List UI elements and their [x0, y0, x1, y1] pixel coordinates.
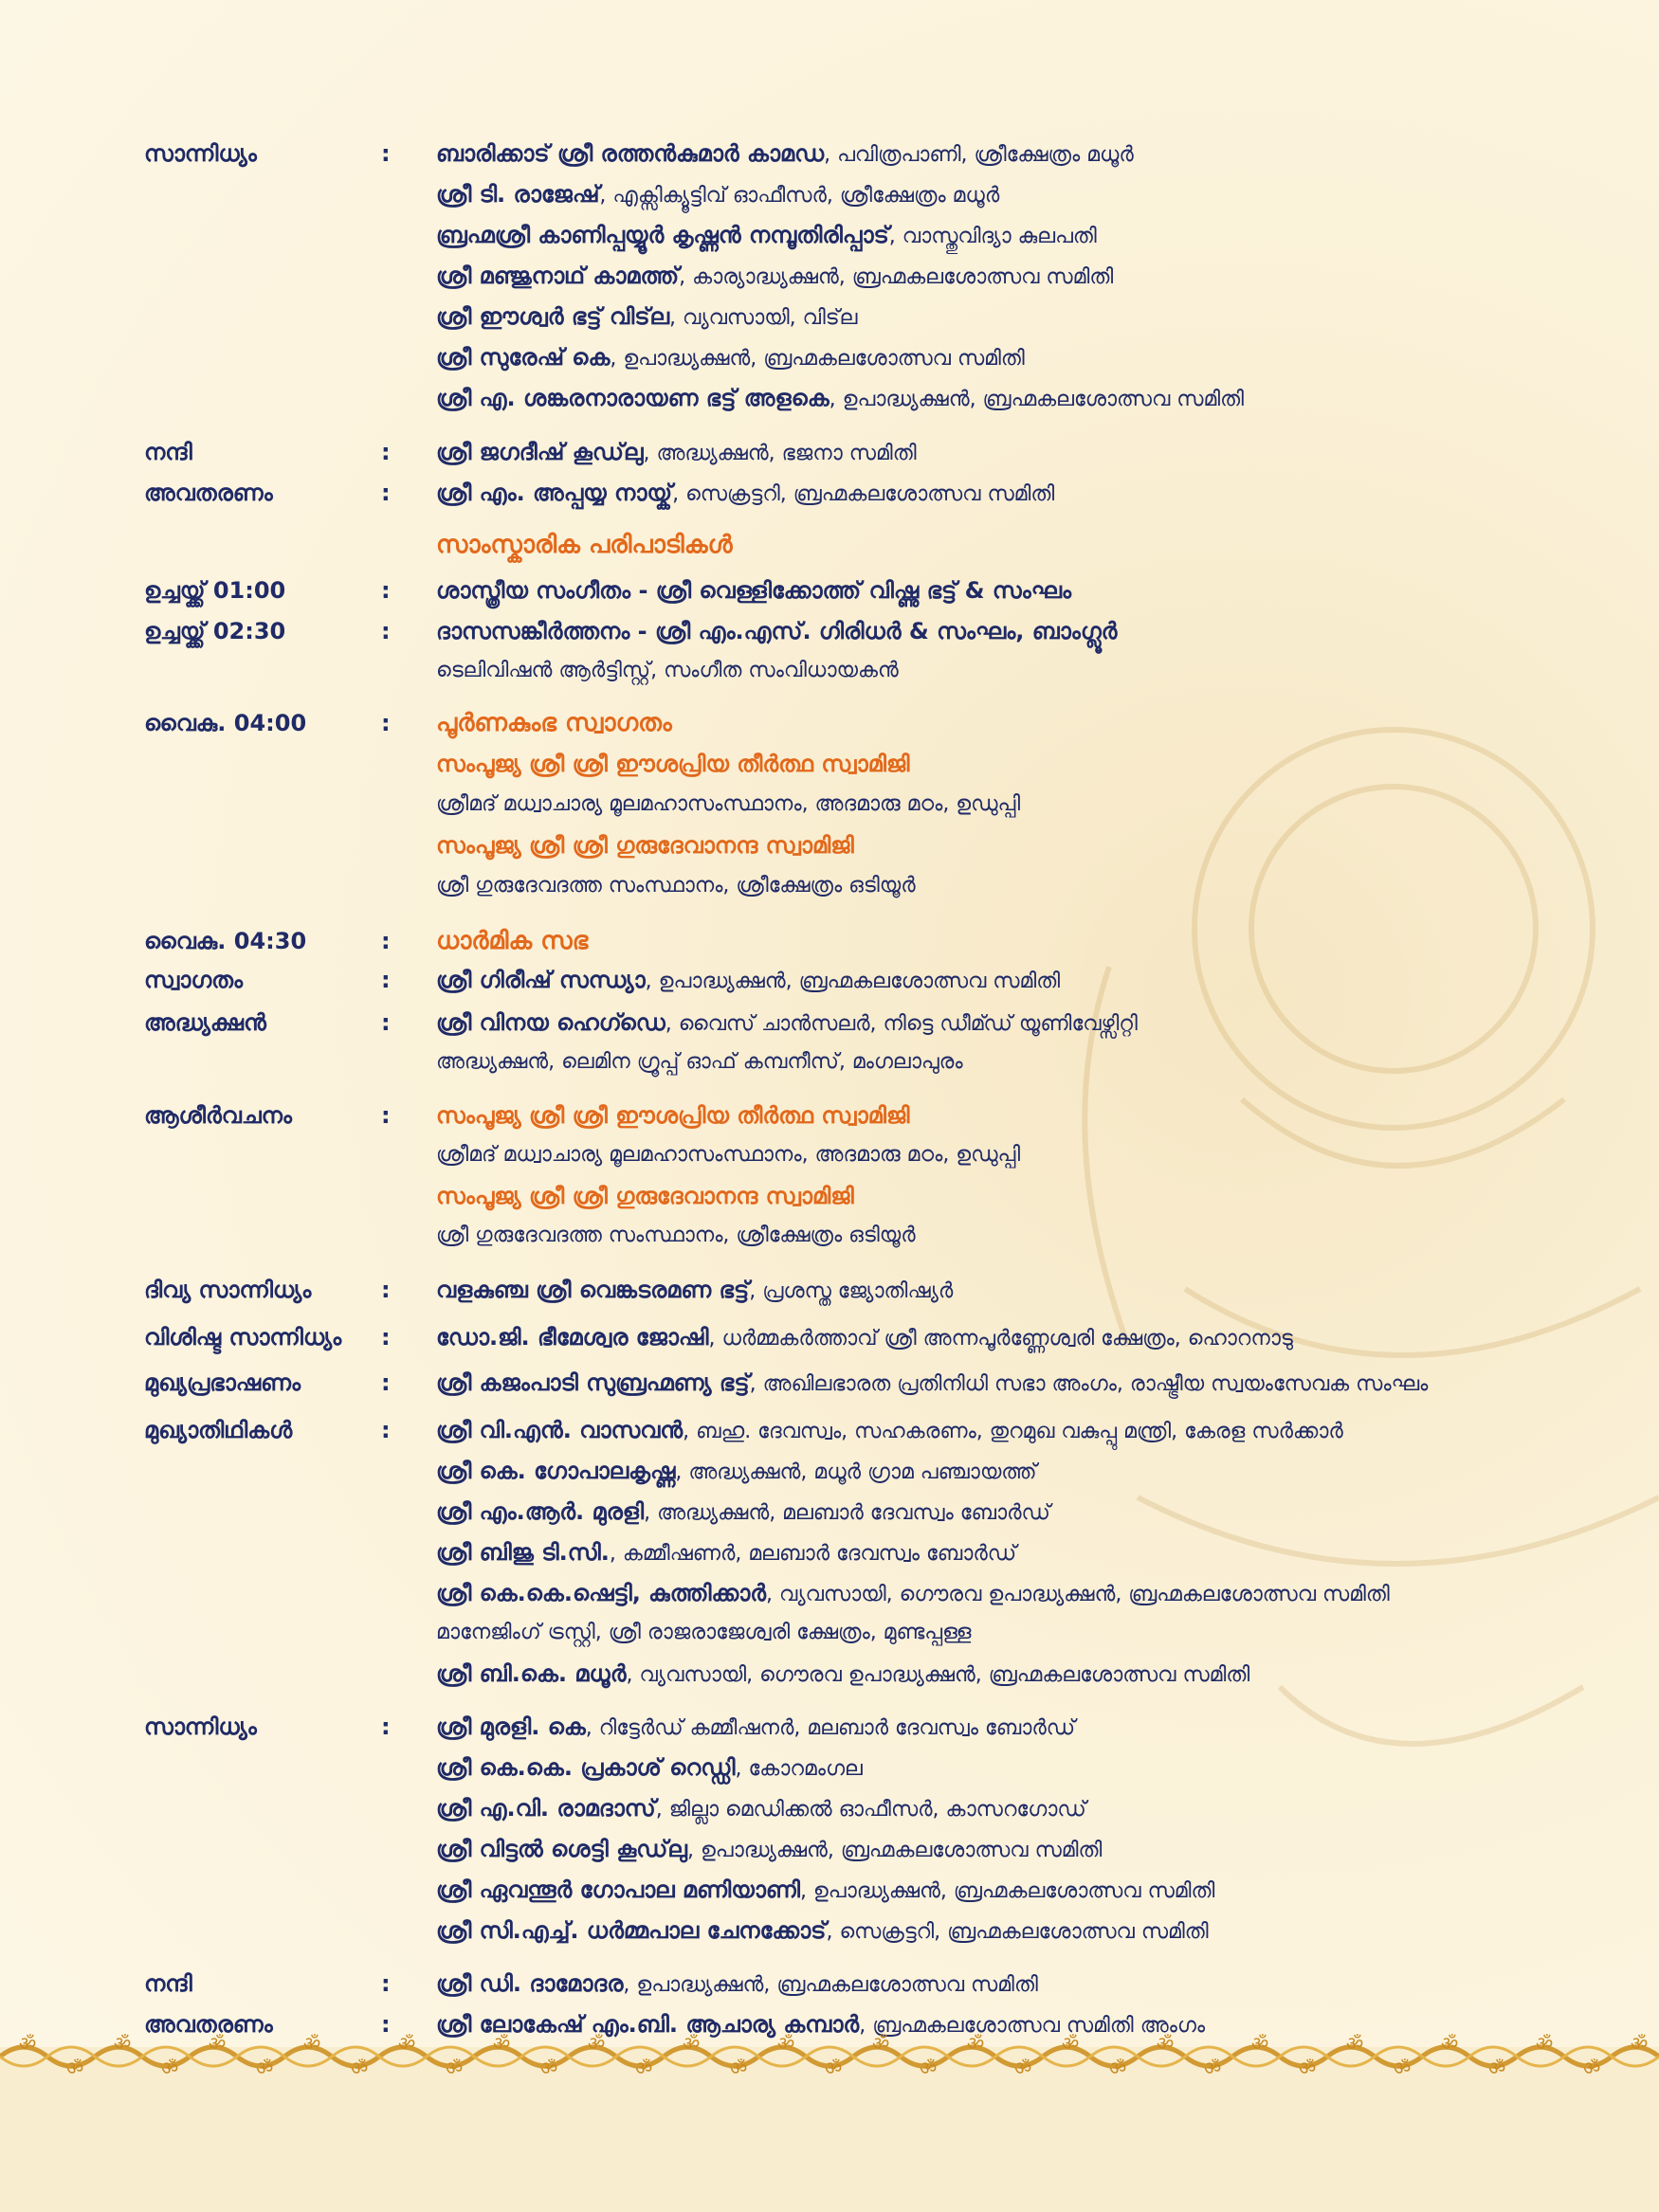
person-name: ശ്രീ സുരേഷ് കെ	[436, 344, 611, 371]
om-symbol: ॐ	[446, 2057, 464, 2079]
schedule-row	[0, 524, 1659, 566]
row-colon: :	[381, 1970, 391, 1997]
schedule-row	[0, 743, 1659, 785]
person-entry	[436, 1450, 1037, 1494]
row-label: ഉച്ചയ്ക്ക് 02:30	[144, 618, 286, 644]
swamiji-name: സംപൂജ്യ ശ്രീ ശ്രീ ഗുരുദേവാനന്ദ സ്വാമിജി	[436, 1183, 854, 1209]
row-colon: :	[381, 140, 391, 167]
om-symbol: ॐ	[398, 2033, 416, 2055]
schedule-row	[0, 1491, 1659, 1532]
om-symbol: ॐ	[1014, 2057, 1032, 2079]
person-name: ശാസ്ത്രീയ സംഗീതം - ശ്രീ വെള്ളിക്കോത്ത് വിഷ്ണു ഭട്ട് & സംഘം	[436, 577, 1072, 604]
person-entry	[436, 1532, 1016, 1575]
om-symbol: ॐ	[1346, 2033, 1364, 2055]
row-colon: :	[381, 2011, 391, 2038]
person-name: ശ്രീ ലോകേഷ് എം.ബി. ആചാര്യ കമ്പാർ	[436, 2011, 860, 2038]
swamiji-name: സംപൂജ്യ ശ്രീ ശ്രീ ഗുരുദേവാനന്ദ സ്വാമിജി	[436, 832, 854, 859]
schedule-row	[0, 1002, 1659, 1043]
person-designation: , വൈസ് ചാൻസലർ, നിട്ടെ ഡീമ്ഡ് യൂണിവേഴ്സിറ്റി	[665, 1012, 1138, 1036]
person-name: വളകുഞ്ച ശ്രീ വെങ്കടരമണ ഭട്ട്	[436, 1277, 750, 1303]
row-label: സാന്നിധ്യം	[144, 140, 257, 167]
person-designation: , വാസ്തുവിദ്യാ കുലപതി	[888, 225, 1097, 248]
row-label: നന്ദി	[144, 439, 192, 465]
schedule-row	[0, 1215, 1659, 1257]
swamiji-name: സംപൂജ്യ ശ്രീ ശ്രീ ഈശപ്രിയ തീർത്ഥ സ്വാമിജി	[436, 751, 910, 777]
om-symbol: ॐ	[825, 2057, 843, 2079]
designation-line: ശ്രീ ഗുരുദേവദത്ത സംസ്ഥാനം, ശ്രീക്ഷേത്രം ഒടിയൂർ	[436, 1224, 916, 1247]
person-entry	[436, 1787, 1086, 1831]
person-designation: , പവിത്രപാണി, ശ്രീക്ഷേത്രം മധൂർ	[824, 143, 1134, 167]
om-symbol: ॐ	[66, 2057, 84, 2079]
om-symbol: ॐ	[1441, 2033, 1459, 2055]
om-symbol: ॐ	[777, 2033, 795, 2055]
person-designation: , വ്യവസായി, വിട്‌ല	[669, 306, 858, 330]
om-symbol: ॐ	[920, 2057, 938, 2079]
person-designation: , ഉപാദ്ധ്യക്ഷൻ, ബ്രഹ്മകലശോത്സവ സമിതി	[645, 970, 1061, 993]
person-entry	[436, 1653, 1249, 1696]
designation-line: മാനേജിംഗ് ട്രസ്റ്റി, ശ്രീ രാജരാജേശ്വരി ക്ഷേത്രം, മുണ്ടപ്പള്ള	[436, 1621, 972, 1644]
row-colon: :	[381, 1277, 391, 1303]
person-designation: , സെക്രട്ടറി, ബ്രഹ്മകലശോത്സവ സമിതി	[826, 1920, 1209, 1944]
schedule-row	[0, 1450, 1659, 1492]
person-entry	[436, 336, 1025, 380]
person-entry	[436, 1869, 1214, 1913]
row-label: അവതരണം	[144, 480, 273, 506]
person-name: ശ്രീ എം. അപ്പയ്യ നായ്ക്	[436, 480, 673, 506]
person-entry	[436, 1910, 1209, 1953]
schedule-row	[0, 472, 1659, 514]
designation-line: ടെലിവിഷൻ ആർട്ടിസ്റ്റ്, സംഗീത സംവിധായകൻ	[436, 659, 899, 682]
person-entry	[436, 570, 1071, 613]
row-label: മുഖ്യപ്രഭാഷണം	[144, 1369, 301, 1396]
om-symbol: ॐ	[683, 2033, 701, 2055]
schedule-row	[0, 825, 1659, 866]
person-entry	[436, 1706, 1075, 1750]
row-label: സാന്നിധ്യം	[144, 1713, 257, 1740]
row-colon: :	[381, 1102, 391, 1129]
om-symbol: ॐ	[967, 2033, 985, 2055]
person-name: ശ്രീ ടി. രാജേഷ്	[436, 181, 600, 208]
person-designation: , ഉപാദ്ധ്യക്ഷൻ, ബ്രഹ്മകലശോത്സവ സമിതി	[686, 1839, 1103, 1862]
person-entry	[436, 959, 1060, 1003]
person-name: ശ്രീ എം.ആർ. മുരളി	[436, 1498, 645, 1525]
person-designation: , അദ്ധ്യക്ഷൻ, മധൂർ ഗ്രാമ പഞ്ചായത്ത്	[675, 1460, 1037, 1484]
om-symbol: ॐ	[351, 2057, 369, 2079]
schedule-row	[0, 377, 1659, 419]
om-symbol: ॐ	[209, 2033, 227, 2055]
person-designation: , ഉപാദ്ധ്യക്ഷൻ, ബ്രഹ്മകലശോത്സവ സമിതി	[623, 1973, 1038, 1997]
schedule-row	[0, 1963, 1659, 2004]
row-colon: :	[381, 1324, 391, 1351]
person-entry	[436, 1491, 1050, 1534]
person-entry	[436, 1963, 1038, 2006]
person-name: ശ്രീ എ.വി. രാമദാസ്	[436, 1795, 656, 1822]
person-name: ശ്രീ ഏവന്തൂർ ഗോപാല മണിയാണി	[436, 1877, 800, 1903]
row-label: ആശീർവചനം	[144, 1102, 292, 1129]
schedule-row	[0, 1316, 1659, 1358]
person-designation: , അഖിലഭാരത പ്രതിനിധി സഭാ അംഗം, രാഷ്ട്രീയ സ്വയംസേവക സംഘം	[749, 1372, 1429, 1396]
person-designation: , അദ്ധ്യക്ഷൻ, മലബാർ ദേവസ്വം ബോർഡ്	[644, 1501, 1050, 1525]
schedule-row	[0, 610, 1659, 652]
schedule-row	[0, 1175, 1659, 1217]
schedule-row	[0, 865, 1659, 907]
om-decorative-border	[0, 2033, 1659, 2080]
schedule-row	[0, 1910, 1659, 1951]
schedule-row	[0, 173, 1659, 215]
person-entry	[436, 1362, 1428, 1405]
om-symbol: ॐ	[19, 2033, 37, 2055]
person-designation: , പ്രശസ്ത ജ്യോതിഷ്യർ	[749, 1279, 954, 1303]
person-entry	[436, 1828, 1102, 1872]
row-colon: :	[381, 618, 391, 644]
om-symbol: ॐ	[493, 2033, 511, 2055]
schedule-row	[0, 1612, 1659, 1654]
row-colon: :	[381, 577, 391, 604]
person-name: ബ്രഹ്മശ്രീ കാണിപ്പയ്യൂർ കൃഷ്ണൻ നമ്പൂതിരിപ്പാട്	[436, 222, 889, 248]
om-symbol: ॐ	[1157, 2033, 1175, 2055]
om-symbol: ॐ	[540, 2057, 558, 2079]
schedule-row	[0, 255, 1659, 297]
schedule-row	[0, 1362, 1659, 1404]
om-symbol: ॐ	[161, 2057, 179, 2079]
person-entry	[436, 173, 999, 217]
om-symbol: ॐ	[1204, 2057, 1222, 2079]
person-entry	[436, 255, 1113, 299]
schedule-row	[0, 1828, 1659, 1870]
designation-line: ശ്രീമദ് മധ്വാചാര്യ മൂലമഹാസംസ്ഥാനം, അദമാരു മഠം, ഉഡുപ്പി	[436, 1143, 1021, 1167]
row-label: നന്ദി	[144, 1970, 192, 1997]
person-entry	[436, 1002, 1138, 1045]
swamiji-name: സംപൂജ്യ ശ്രീ ശ്രീ ഈശപ്രിയ തീർത്ഥ സ്വാമിജി	[436, 1102, 910, 1129]
row-label: ഉച്ചയ്ക്ക് 01:00	[144, 577, 286, 604]
row-label: ദിവ്യ സാന്നിധ്യം	[144, 1277, 312, 1303]
om-symbol: ॐ	[256, 2057, 274, 2079]
om-symbol: ॐ	[1488, 2057, 1506, 2079]
person-entry	[436, 296, 857, 339]
schedule-row	[0, 214, 1659, 256]
person-designation: , വ്യവസായി, ഗൌരവ ഉപാദ്ധ്യക്ഷൻ, ബ്രഹ്മകലശോത്സവ സമിതി	[626, 1663, 1250, 1687]
om-symbol: ॐ	[1536, 2033, 1554, 2055]
schedule-row	[0, 920, 1659, 962]
section-heading: പൂർണകുംഭ സ്വാഗതം	[436, 709, 672, 737]
person-name: ശ്രീ ഡി. ദാമോദര	[436, 1970, 624, 1997]
row-label: വൈകു. 04:00	[144, 710, 307, 736]
row-colon: :	[381, 1417, 391, 1443]
person-designation: , സെക്രട്ടറി, ബ്രഹ്മകലശോത്സവ സമിതി	[672, 482, 1055, 506]
om-symbol: ॐ	[1583, 2057, 1601, 2079]
person-designation: , ജില്ലാ മെഡിക്കൽ ഓഫീസർ, കാസറഗോഡ്	[655, 1798, 1086, 1822]
person-name: ശ്രീ വി.എൻ. വാസവൻ	[436, 1417, 684, 1443]
om-symbol: ॐ	[1299, 2057, 1317, 2079]
person-designation: , വ്യവസായി, ഗൌരവ ഉപാദ്ധ്യക്ഷൻ, ബ്രഹ്മകലശോത്സവ സമിതി	[766, 1583, 1390, 1606]
person-entry	[436, 377, 1244, 421]
row-label: വിശിഷ്ട സാന്നിധ്യം	[144, 1324, 342, 1351]
person-entry	[436, 610, 1117, 654]
person-entry	[436, 472, 1054, 516]
schedule-row	[0, 1747, 1659, 1788]
person-name: ശ്രീ എ. ശങ്കരനാരായണ ഭട്ട് അളകെ	[436, 385, 830, 411]
person-entry	[436, 1269, 953, 1313]
row-colon: :	[381, 967, 391, 993]
person-designation: , ഉപാദ്ധ്യക്ഷൻ, ബ്രഹ്മകലശോത്സവ സമിതി	[610, 347, 1025, 371]
om-symbol: ॐ	[730, 2057, 748, 2079]
person-name: ശ്രീ കെ. ഗോപാലകൃഷ്ണ	[436, 1458, 676, 1484]
person-name: ശ്രീ വിട്ടൽ ശെട്ടി കൂഡ്‌ലു	[436, 1836, 687, 1862]
om-symbol: ॐ	[1631, 2033, 1649, 2055]
om-symbol: ॐ	[1062, 2033, 1080, 2055]
schedule-row	[0, 702, 1659, 744]
person-name: ശ്രീ കെ.കെ.ഷെട്ടി, കുത്തിക്കാർ	[436, 1580, 767, 1606]
person-name: ശ്രീ ബിജു ടി.സി.	[436, 1539, 610, 1566]
person-name: ബാരിക്കാട് ശ്രീ രത്തൻകുമാർ കാമഡ	[436, 140, 825, 167]
schedule-row	[0, 959, 1659, 1001]
schedule-row	[0, 431, 1659, 473]
designation-line: അദ്ധ്യക്ഷൻ, ലെമിന ഗ്രൂപ്പ് ഓഫ് കമ്പനീസ്, മംഗലാപുരം	[436, 1050, 963, 1074]
person-name: ശ്രീ സി.എച്ച്. ധർമ്മപാല ചേനക്കോട്	[436, 1917, 827, 1944]
person-entry	[436, 1747, 863, 1790]
row-label: മുഖ്യാതിഥികൾ	[144, 1417, 293, 1443]
person-name: ശ്രീ ഗിരീഷ് സന്ധ്യാ	[436, 967, 646, 993]
schedule-row	[0, 1653, 1659, 1695]
schedule-row	[0, 1269, 1659, 1311]
schedule-row	[0, 1409, 1659, 1451]
person-name: ശ്രീ കജംപാടി സുബ്രഹ്മണ്യ ഭട്ട്	[436, 1369, 750, 1396]
person-designation: , ബഹു. ദേവസ്വം, സഹകരണം, തുറമുഖ വകുപ്പു മന്ത്രി, കേരള സർക്കാർ	[683, 1420, 1343, 1443]
person-name: ശ്രീ മഞ്ജുനാഥ് കാമത്ത്	[436, 263, 680, 289]
row-colon: :	[381, 1369, 391, 1396]
om-symbol: ॐ	[1251, 2033, 1269, 2055]
om-symbol: ॐ	[872, 2033, 890, 2055]
schedule-row	[0, 1042, 1659, 1083]
schedule-row	[0, 336, 1659, 378]
person-name: ഡോ.ജി. ഭീമേശ്വര ജോഷി	[436, 1324, 709, 1351]
schedule-row	[0, 570, 1659, 611]
person-designation: , ഉപാദ്ധ്യക്ഷൻ, ബ്രഹ്മകലശോത്സവ സമിതി	[829, 388, 1245, 411]
person-designation: , ഉപാദ്ധ്യക്ഷൻ, ബ്രഹ്മകലശോത്സവ സമിതി	[799, 1879, 1215, 1903]
person-entry	[436, 1409, 1343, 1453]
section-heading: സാംസ്കാരിക പരിപാടികൾ	[436, 531, 733, 559]
person-name: ശ്രീ വിനയ ഹെഗ്ഡെ	[436, 1009, 665, 1036]
schedule-row	[0, 1869, 1659, 1911]
om-symbol: ॐ	[1394, 2057, 1412, 2079]
designation-line: ശ്രീമദ് മധ്വാചാര്യ മൂലമഹാസംസ്ഥാനം, അദമാരു മഠം, ഉഡുപ്പി	[436, 792, 1021, 816]
om-symbol: ॐ	[588, 2033, 606, 2055]
person-designation: , കാര്യാദ്ധ്യക്ഷൻ, ബ്രഹ്മകലശോത്സവ സമിതി	[679, 265, 1114, 289]
person-name: ശ്രീ കെ.കെ. പ്രകാശ് റെഡ്ഡി	[436, 1754, 736, 1781]
person-designation: , അദ്ധ്യക്ഷൻ, ഭജനാ സമിതി	[643, 442, 917, 465]
om-symbol: ॐ	[114, 2033, 132, 2055]
row-colon: :	[381, 710, 391, 736]
row-colon: :	[381, 480, 391, 506]
schedule-row	[0, 1787, 1659, 1829]
person-name: ശ്രീ മുരളി. കെ	[436, 1713, 586, 1740]
section-heading: ധാർമിക സഭ	[436, 927, 589, 955]
schedule-row	[0, 133, 1659, 174]
person-designation: , ബ്രഹ്മകലശോത്സവ സമിതി അംഗം	[859, 2014, 1206, 2038]
designation-line: ശ്രീ ഗുരുദേവദത്ത സംസ്ഥാനം, ശ്രീക്ഷേത്രം ഒടിയൂർ	[436, 874, 916, 897]
person-name: ശ്രീ ബി.കെ. മധൂർ	[436, 1660, 627, 1687]
person-designation: , റിട്ടേർഡ് കമ്മീഷനർ, മലബാർ ദേവസ്വം ബോർഡ്	[585, 1716, 1076, 1740]
row-label: സ്വാഗതം	[144, 967, 244, 993]
schedule-row	[0, 1572, 1659, 1614]
schedule-row	[0, 1095, 1659, 1136]
person-entry	[436, 431, 917, 475]
row-colon: :	[381, 1009, 391, 1036]
om-symbol: ॐ	[635, 2057, 653, 2079]
person-designation: , കമ്മീഷണർ, മലബാർ ദേവസ്വം ബോർഡ്	[609, 1542, 1017, 1566]
person-designation: , കോറമംഗല	[735, 1757, 863, 1781]
row-colon: :	[381, 1713, 391, 1740]
row-label: അദ്ധ്യക്ഷൻ	[144, 1009, 266, 1036]
row-colon: :	[381, 928, 391, 954]
om-symbol: ॐ	[303, 2033, 321, 2055]
person-designation: , ധർമ്മകർത്താവ് ശ്രീ അന്നപൂർണ്ണേശ്വരി ക്ഷേത്രം, ഹൊറനാടു	[708, 1327, 1293, 1351]
row-label: അവതരണം	[144, 2011, 273, 2038]
schedule-row	[0, 296, 1659, 337]
person-entry	[436, 1316, 1293, 1360]
schedule-row	[0, 650, 1659, 692]
schedule-row	[0, 1706, 1659, 1748]
schedule-row	[0, 784, 1659, 825]
schedule-row	[0, 1532, 1659, 1573]
row-label: വൈകു. 04:30	[144, 928, 307, 954]
person-entry	[436, 214, 1097, 258]
person-entry	[436, 133, 1134, 176]
row-colon: :	[381, 439, 391, 465]
person-designation: , എക്സിക്യൂട്ടിവ് ഓഫീസർ, ശ്രീക്ഷേത്രം മധൂർ	[599, 184, 1000, 208]
person-entry	[436, 1572, 1390, 1616]
person-name: ശ്രീ ജഗദീഷ് കൂഡ്‌ലു	[436, 439, 644, 465]
person-name: ശ്രീ ഈശ്വർ ഭട്ട് വിട്‌ല	[436, 303, 670, 330]
om-symbol: ॐ	[1109, 2057, 1127, 2079]
person-name: ദാസസങ്കീർത്തനം - ശ്രീ എം.എസ്. ഗിരിധർ & സംഘം, ബാംഗ്ലൂർ	[436, 618, 1118, 644]
schedule-row	[0, 1134, 1659, 1176]
